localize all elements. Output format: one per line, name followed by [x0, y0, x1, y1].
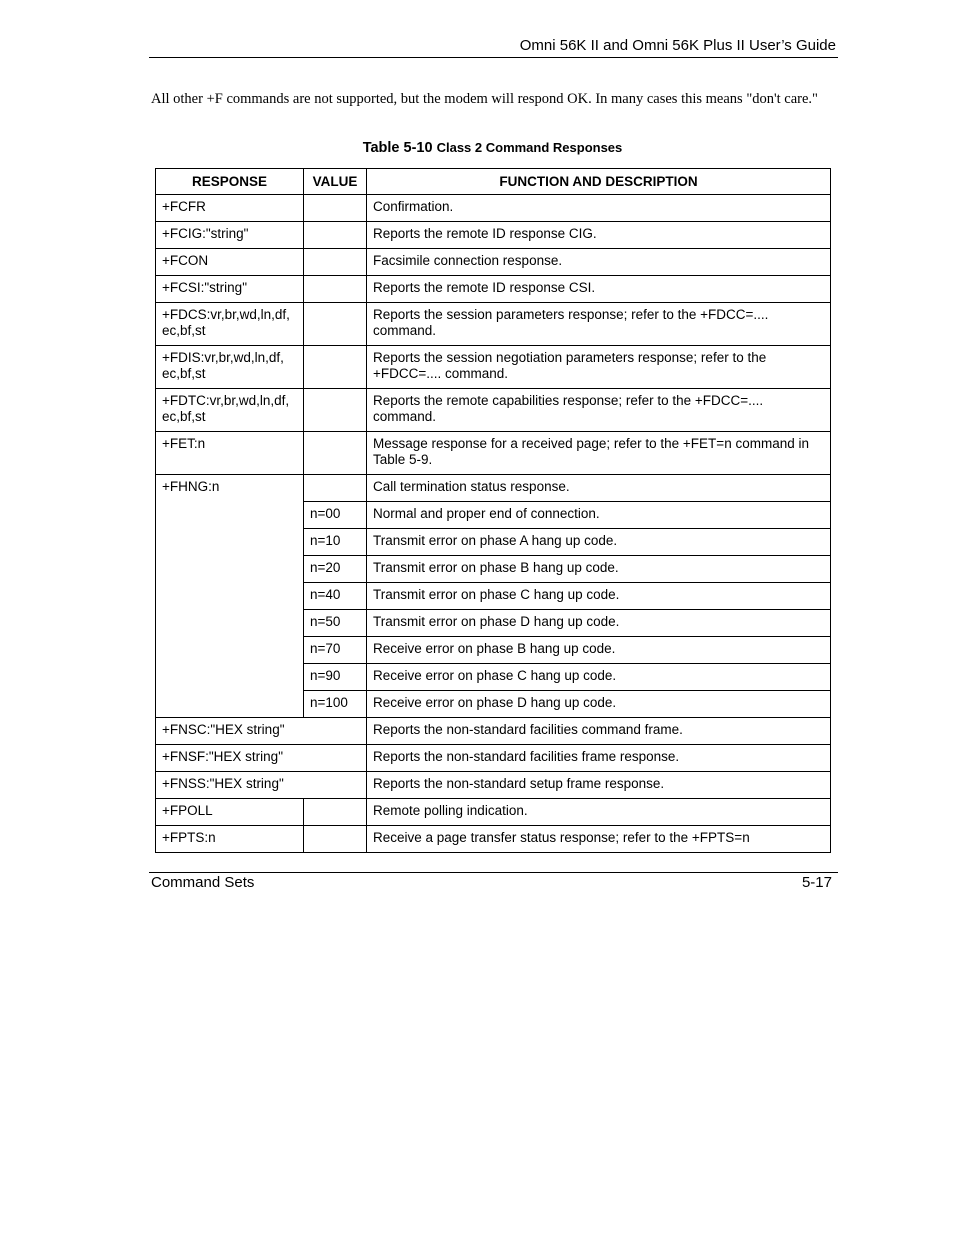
table-row	[156, 799, 831, 826]
table-caption	[155, 140, 830, 156]
description-cell: Reports the non-standard facilities command frame.	[367, 718, 831, 745]
value-cell: n=20	[304, 556, 367, 583]
value-cell	[304, 276, 367, 303]
table-row-fhng	[156, 475, 831, 502]
description-cell: Normal and proper end of connection.	[367, 502, 831, 529]
table-row	[156, 826, 831, 853]
footer-rule	[149, 872, 838, 873]
value-cell	[304, 799, 367, 826]
table-header-row	[156, 169, 831, 195]
description-cell: Receive a page transfer status response; refer to the +FPTS=n	[367, 826, 831, 853]
description-cell: Remote polling indication.	[367, 799, 831, 826]
table-row	[156, 276, 831, 303]
value-cell	[304, 303, 367, 346]
value-cell: n=00	[304, 502, 367, 529]
value-cell: n=70	[304, 637, 367, 664]
table-row	[156, 389, 831, 432]
column-header-response: RESPONSE	[156, 169, 304, 195]
table-row	[156, 432, 831, 475]
response-cell: +FNSC:"HEX string"	[156, 718, 367, 745]
value-cell: n=90	[304, 664, 367, 691]
description-cell: Transmit error on phase D hang up code.	[367, 610, 831, 637]
description-cell: Message response for a received page; refer to the +FET=n command in Table 5-9.	[367, 432, 831, 475]
description-cell: Confirmation.	[367, 195, 831, 222]
description-cell: Transmit error on phase C hang up code.	[367, 583, 831, 610]
description-cell: Receive error on phase C hang up code.	[367, 664, 831, 691]
response-cell: +FNSF:"HEX string"	[156, 745, 367, 772]
description-cell: Transmit error on phase B hang up code.	[367, 556, 831, 583]
value-cell	[304, 346, 367, 389]
table-row	[156, 222, 831, 249]
response-cell: +FPTS:n	[156, 826, 304, 853]
response-cell: +FDTC:vr,br,wd,ln,df, ec,bf,st	[156, 389, 304, 432]
value-cell	[304, 432, 367, 475]
table-row	[156, 249, 831, 276]
description-cell: Reports the session parameters response; refer to the +FDCC=.... command.	[367, 303, 831, 346]
value-cell	[304, 475, 367, 502]
footer-section-title: Command Sets	[151, 874, 255, 891]
value-cell	[304, 826, 367, 853]
command-responses-table	[155, 168, 831, 853]
response-cell: +FET:n	[156, 432, 304, 475]
description-cell: Reports the remote capabilities response; refer to the +FDCC=.... command.	[367, 389, 831, 432]
intro-paragraph: All other +F commands are not supported, but the modem will respond OK. In many cases this means "don't care."	[151, 91, 818, 107]
value-cell: n=50	[304, 610, 367, 637]
description-cell: Reports the session negotiation parameters response; refer to the +FDCC=.... command.	[367, 346, 831, 389]
description-cell: Receive error on phase D hang up code.	[367, 691, 831, 718]
description-cell: Reports the remote ID response CIG.	[367, 222, 831, 249]
value-cell	[304, 195, 367, 222]
response-cell: +FHNG:n	[156, 475, 304, 718]
description-cell: Transmit error on phase A hang up code.	[367, 529, 831, 556]
table-row	[156, 303, 831, 346]
header-rule	[149, 57, 838, 58]
table-row	[156, 346, 831, 389]
description-cell: Reports the non-standard facilities frame response.	[367, 745, 831, 772]
value-cell	[304, 389, 367, 432]
table-caption-label: Table 5-10	[362, 140, 433, 156]
value-cell: n=40	[304, 583, 367, 610]
response-cell: +FDCS:vr,br,wd,ln,df, ec,bf,st	[156, 303, 304, 346]
description-cell: Facsimile connection response.	[367, 249, 831, 276]
table-caption-title: Class 2 Command Responses	[436, 140, 623, 155]
running-header: Omni 56K II and Omni 56K Plus II User’s Guide	[519, 37, 836, 54]
description-cell: Receive error on phase B hang up code.	[367, 637, 831, 664]
column-header-description: FUNCTION AND DESCRIPTION	[367, 169, 831, 195]
response-cell: +FNSS:"HEX string"	[156, 772, 367, 799]
table-row	[156, 745, 831, 772]
response-cell: +FCSI:"string"	[156, 276, 304, 303]
response-cell: +FDIS:vr,br,wd,ln,df, ec,bf,st	[156, 346, 304, 389]
table-row	[156, 195, 831, 222]
response-cell: +FPOLL	[156, 799, 304, 826]
value-cell: n=100	[304, 691, 367, 718]
response-cell: +FCFR	[156, 195, 304, 222]
value-cell	[304, 222, 367, 249]
description-cell: Reports the remote ID response CSI.	[367, 276, 831, 303]
value-cell	[304, 249, 367, 276]
description-cell: Reports the non-standard setup frame response.	[367, 772, 831, 799]
page-number: 5-17	[801, 874, 832, 891]
column-header-value: VALUE	[304, 169, 367, 195]
response-cell: +FCIG:"string"	[156, 222, 304, 249]
response-cell: +FCON	[156, 249, 304, 276]
value-cell: n=10	[304, 529, 367, 556]
table-row	[156, 718, 831, 745]
table-row	[156, 772, 831, 799]
description-cell: Call termination status response.	[367, 475, 831, 502]
